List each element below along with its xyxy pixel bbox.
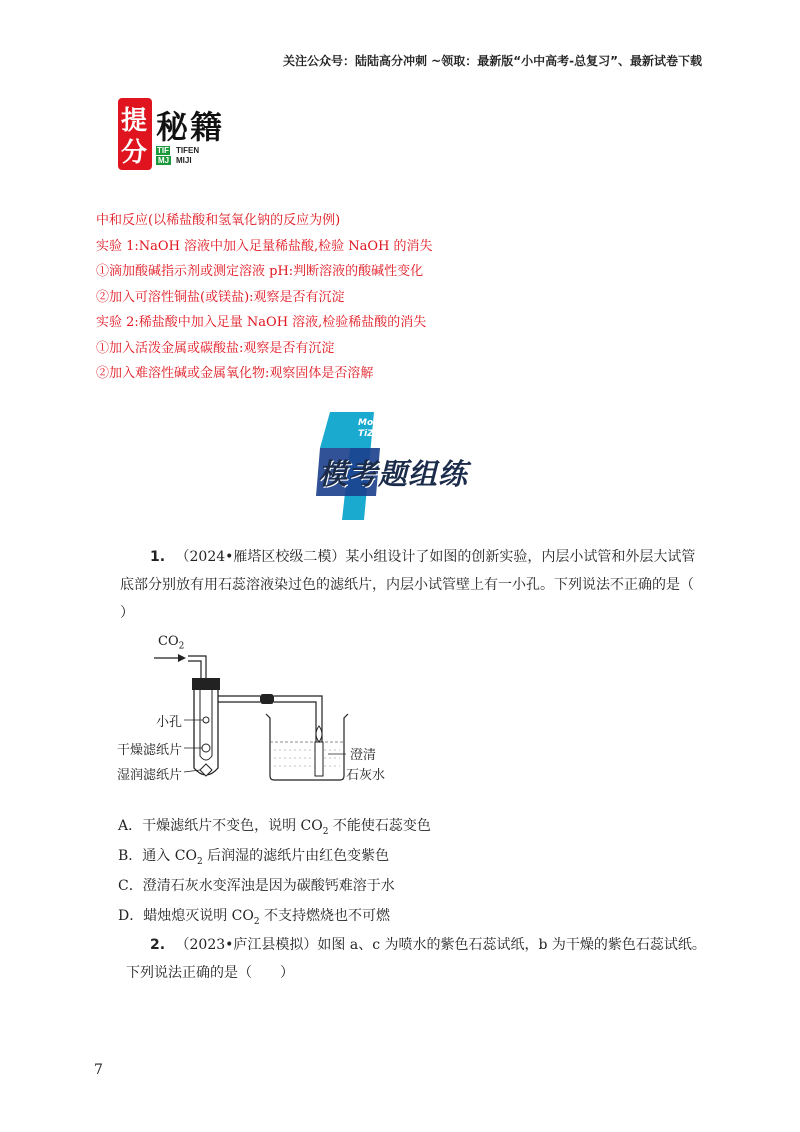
question-stem-line: 下列说法正确的是（ ） xyxy=(126,965,294,981)
banner-title: 模考题组练 xyxy=(318,457,469,491)
figure-label-dry-paper: 干燥滤纸片 xyxy=(117,743,183,758)
option-d-text: D．蜡烛熄灭说明 CO xyxy=(118,908,254,924)
option-a-text: A．干燥滤纸片不变色，说明 CO xyxy=(118,818,323,834)
tifen-miji-logo xyxy=(118,98,238,172)
figure-label-wet-paper: 湿润滤纸片 xyxy=(117,768,183,783)
summary-line: ②加入可溶性铜盐(或镁盐):观察是否有沉淀 xyxy=(96,289,345,305)
option-b-subscript: 2 xyxy=(196,856,203,867)
figure-label-co2 xyxy=(158,634,184,652)
figure-label-limewater-1: 澄清 xyxy=(350,748,377,763)
figure-label-hole: 小孔 xyxy=(156,715,183,730)
page-number: 7 xyxy=(94,1062,103,1078)
summary-block xyxy=(96,208,433,387)
experiment-figure xyxy=(110,630,430,800)
option-b xyxy=(118,845,389,867)
question-number: 2. xyxy=(150,937,166,953)
option-b-text-end: 后润湿的滤纸片由红色变紫色 xyxy=(202,848,390,864)
logo-char-fen: 分 xyxy=(121,138,148,168)
question-stem-line: （2023•庐江县模拟）如图 a、c 为喷水的紫色石蕊试纸，b 为干燥的紫色石蕊试纸。 xyxy=(175,937,706,953)
question-stem-line: （2024•雁塔区校级二模）某小组设计了如图的创新实验，内层小试管和外层大试管 xyxy=(175,549,696,565)
summary-line: ①加入活泼金属或碳酸盐:观察是否有沉淀 xyxy=(96,340,335,356)
question-stem-line: ） xyxy=(120,605,134,621)
option-d xyxy=(118,905,390,927)
option-d-text-end: 不支持燃烧也不可燃 xyxy=(259,908,391,924)
question-2 xyxy=(120,931,720,987)
summary-line: ①滴加酸碱指示剂或测定溶液 pH:判断溶液的酸碱性变化 xyxy=(96,264,424,279)
option-a xyxy=(118,815,431,837)
question-1 xyxy=(120,543,720,627)
figure-label-limewater-2: 石灰水 xyxy=(346,768,386,783)
logo-char-mi: 秘 xyxy=(156,108,189,146)
logo-char-ji: 籍 xyxy=(190,108,223,146)
header-promo: 关注公众号：陆陆高分冲刺 ~领取：最新版“小中高考-总复习”、最新试卷下载 xyxy=(283,54,702,68)
summary-line: ②加入难溶性碱或金属氧化物:观察固体是否溶解 xyxy=(96,366,374,381)
logo-char-ti: 提 xyxy=(121,106,148,136)
summary-line: 实验 2:稀盐酸中加入足量 NaOH 溶液,检验稀盐酸的消失 xyxy=(96,315,427,330)
banner-en-2: TiZuLian xyxy=(358,429,402,439)
option-c xyxy=(118,875,395,895)
mokao-banner xyxy=(316,410,476,522)
logo-badge-2: MJ xyxy=(158,156,170,165)
summary-line: 实验 1:NaOH 溶液中加入足量稀盐酸,检验 NaOH 的消失 xyxy=(96,238,433,254)
logo-en-2: MIJI xyxy=(176,156,192,165)
logo-badge-1: TIF xyxy=(157,146,169,155)
co2-subscript: 2 xyxy=(178,641,185,652)
option-a-subscript: 2 xyxy=(322,826,329,837)
question-number: 1. xyxy=(150,549,166,565)
option-c-text: C．澄清石灰水变浑浊是因为碳酸钙难溶于水 xyxy=(118,878,395,894)
summary-line: 中和反应(以稀盐酸和氢氧化钠的反应为例) xyxy=(96,213,341,228)
question-stem-line: 底部分别放有用石蕊溶液染过色的滤纸片，内层小试管壁上有一小孔。下列说法不正确的是（ xyxy=(120,577,694,593)
option-d-subscript: 2 xyxy=(253,916,260,927)
logo-en-1: TIFEN xyxy=(176,146,200,155)
option-a-text-end: 不能使石蕊变色 xyxy=(328,818,431,834)
option-b-text: B．通入 CO xyxy=(118,848,197,864)
banner-en-1: MoKao xyxy=(358,418,393,428)
co2-text: CO xyxy=(158,634,179,649)
